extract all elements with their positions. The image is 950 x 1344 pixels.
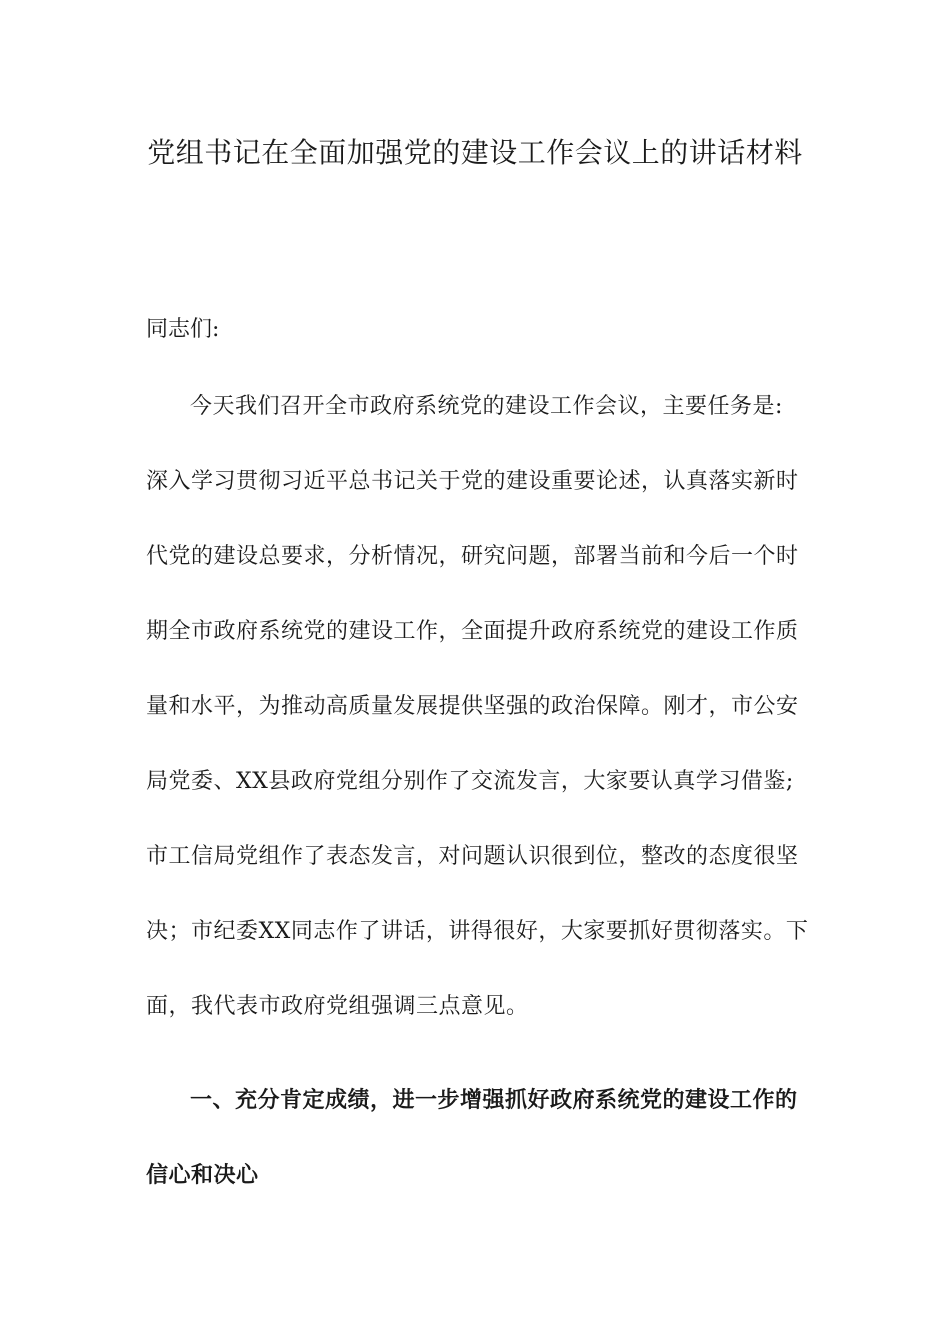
paragraph-line: 面，我代表市政府党组强调三点意见。 (146, 994, 529, 1019)
paragraph-line: 期全市政府系统党的建设工作，全面提升政府系统党的建设工作质 (146, 619, 799, 644)
heading-line: 一、充分肯定成绩，进一步增强抓好政府系统党的建设工作的 (190, 1088, 798, 1113)
document-title: 党组书记在全面加强党的建设工作会议上的讲话材料 (147, 136, 803, 169)
paragraph-line: 深入学习贯彻习近平总书记关于党的建设重要论述，认真落实新时 (146, 469, 799, 494)
paragraph-line: 量和水平，为推动高质量发展提供坚强的政治保障。刚才，市公安 (146, 694, 799, 719)
paragraph-line: 决；市纪委XX同志作了讲话，讲得很好，大家要抓好贯彻落实。下 (146, 919, 809, 944)
paragraph-line: 局党委、XX县政府党组分别作了交流发言，大家要认真学习借鉴; (146, 769, 794, 794)
paragraph-line: 今天我们召开全市政府系统党的建设工作会议，主要任务是: (190, 394, 783, 419)
paragraph-line: 市工信局党组作了表态发言，对问题认识很到位，整改的态度很坚 (146, 844, 799, 869)
heading-line: 信心和决心 (146, 1163, 259, 1188)
paragraph-line: 代党的建设总要求，分析情况，研究问题，部署当前和今后一个时 (146, 544, 799, 569)
salutation: 同志们: (146, 317, 220, 342)
paragraph-intro (146, 369, 809, 1044)
section-heading-1 (146, 1063, 796, 1213)
